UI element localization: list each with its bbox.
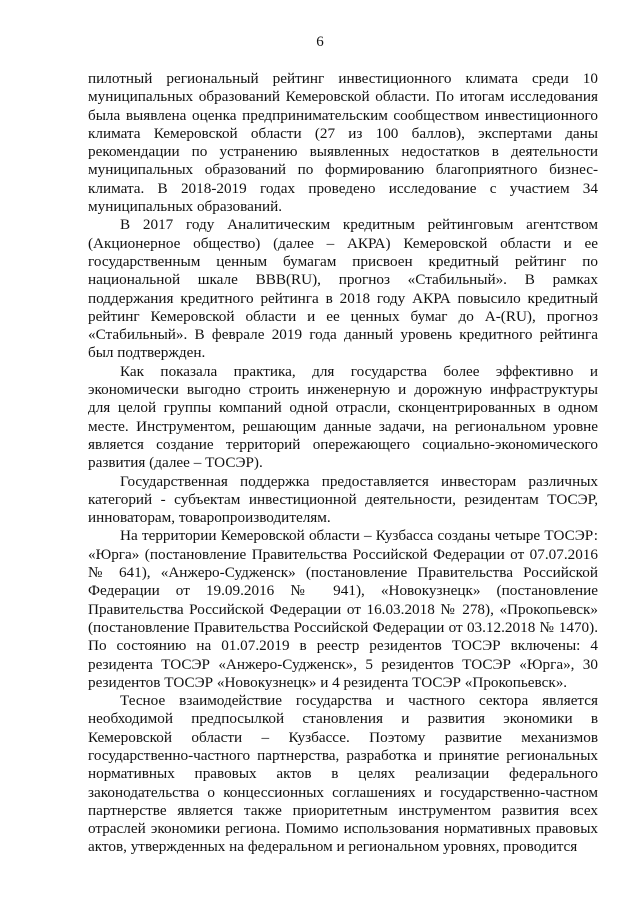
paragraph-state-support: Государственная поддержка предоставляется инвесторам различных категорий - субъектам инвестиционной деятельности, резидентам ТОСЭР, инноваторам, товаропроизводителям. (88, 472, 598, 527)
body-text (88, 70, 598, 857)
paragraph-rating-continuation: пилотный региональный рейтинг инвестиционного климата среди 10 муниципальных образований Кемеровской области. По итогам исследования была выявлена оценка предпринимательским сообществом инвестиционного климата Кемеровской области (27 из 100 баллов), экспертами даны рекомендации по устранению выявленных недостатков в деятельности муниципальных образований по формированию благоприятного бизнес-климата. В 2018-2019 годах проведено исследование с участием 34 муниципальных образований. (88, 70, 598, 216)
paragraph-infrastructure-practice: Как показала практика, для государства более эффективно и экономически выгодно строить инженерную и дорожную инфраструктуры для целой группы компаний одной отрасли, сконцентрированных в одном месте. Инструментом, решающим данные задачи, на региональном уровне является создание территорий опережающего социально-экономического развития (далее – ТОСЭР). (88, 362, 598, 472)
paragraph-acra-credit-rating: В 2017 году Аналитическим кредитным рейтинговым агентством (Акционерное общество) (далее – АКРА) Кемеровской области и ее государственным ценным бумагам присвоен кредитный рейтинг по национальной шкале ВВВ(RU), прогноз «Стабильный». В рамках поддержания кредитного рейтинга в 2018 году АКРА повысило кредитный рейтинг Кемеровской области и ее ценных бумаг до A-(RU), прогноз «Стабильный». В феврале 2019 года данный уровень кредитного рейтинга был подтвержден. (88, 216, 598, 362)
paragraph-public-private-partnership: Тесное взаимодействие государства и частного сектора является необходимой предпосылкой становления и развития экономики в Кемеровской области – Кузбассе. Поэтому развитие механизмов государственно-частного партнерства, разработка и принятие региональных нормативных правовых актов в целях реализации федерального законодательства о концессионных соглашениях и государственно-частном партнерстве является также приоритетным инструментом развития всех отраслей экономики региона. Помимо использования нормативных правовых актов, утвержденных на федеральном и региональном уровнях, проводится (88, 692, 598, 856)
page-number: 6 (316, 34, 324, 50)
paragraph-tosed-territories: На территории Кемеровской области – Кузбасса созданы четыре ТОСЭР: «Юрга» (постановление Правительства Российской Федерации от 07.07.2016 № 641), «Анжеро-Судженск» (постановление Правительства Российской Федерации от 19.09.2016 № 941), «Новокузнецк» (постановление Правительства Российской Федерации от 16.03.2018 № 278), «Прокопьевск» (постановление Правительства Российской Федерации от 03.12.2018 № 1470). По состоянию на 01.07.2019 в реестр резидентов ТОСЭР включены: 4 резидента ТОСЭР «Анжеро-Судженск», 5 резидентов ТОСЭР «Юрга», 30 резидентов ТОСЭР «Новокузнецк» и 4 резидента ТОСЭР «Прокопьевск». (88, 527, 598, 691)
